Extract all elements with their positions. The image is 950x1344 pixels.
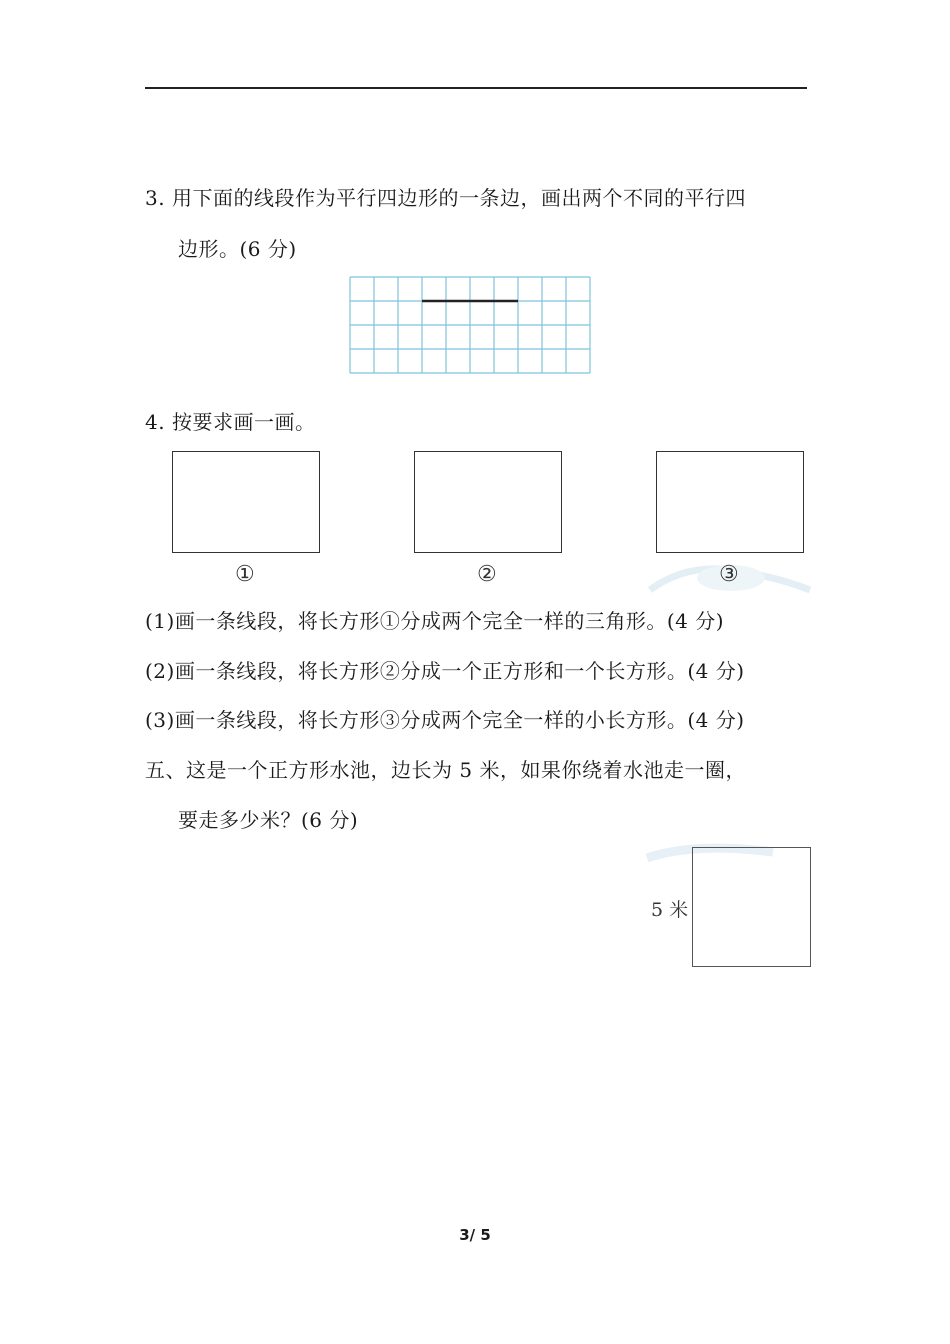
pool-side-label: 5 米	[651, 899, 689, 921]
rectangle-1	[172, 451, 320, 553]
question-4-sub-3: (3)画一条线段，将长方形③分成两个完全一样的小长方形。(4 分)	[145, 708, 745, 732]
question-4-sub-2: (2)画一条线段，将长方形②分成一个正方形和一个长方形。(4 分)	[145, 659, 745, 683]
rectangle-2-label: ②	[477, 562, 497, 587]
header-rule	[145, 87, 807, 89]
question-4-title: 4. 按要求画一画。	[145, 410, 316, 434]
question-4-sub-1: (1)画一条线段，将长方形①分成两个完全一样的三角形。(4 分)	[145, 609, 725, 633]
question-5-line-1: 五、这是一个正方形水池，边长为 5 米，如果你绕着水池走一圈，	[145, 758, 746, 782]
rectangle-3-label: ③	[719, 562, 739, 587]
square-grid	[349, 276, 591, 374]
rectangle-2	[414, 451, 562, 553]
question-3-line-1: 3. 用下面的线段作为平行四边形的一条边，画出两个不同的平行四	[145, 186, 746, 210]
rectangle-1-label: ①	[235, 562, 255, 587]
question-3-line-2: 边形。(6 分)	[178, 237, 297, 261]
page-number: 3/ 5	[459, 1226, 491, 1244]
rectangle-3	[656, 451, 804, 553]
question-5-line-2: 要走多少米？(6 分)	[178, 808, 359, 832]
square-pool	[692, 847, 811, 967]
grid-lines	[350, 277, 590, 373]
